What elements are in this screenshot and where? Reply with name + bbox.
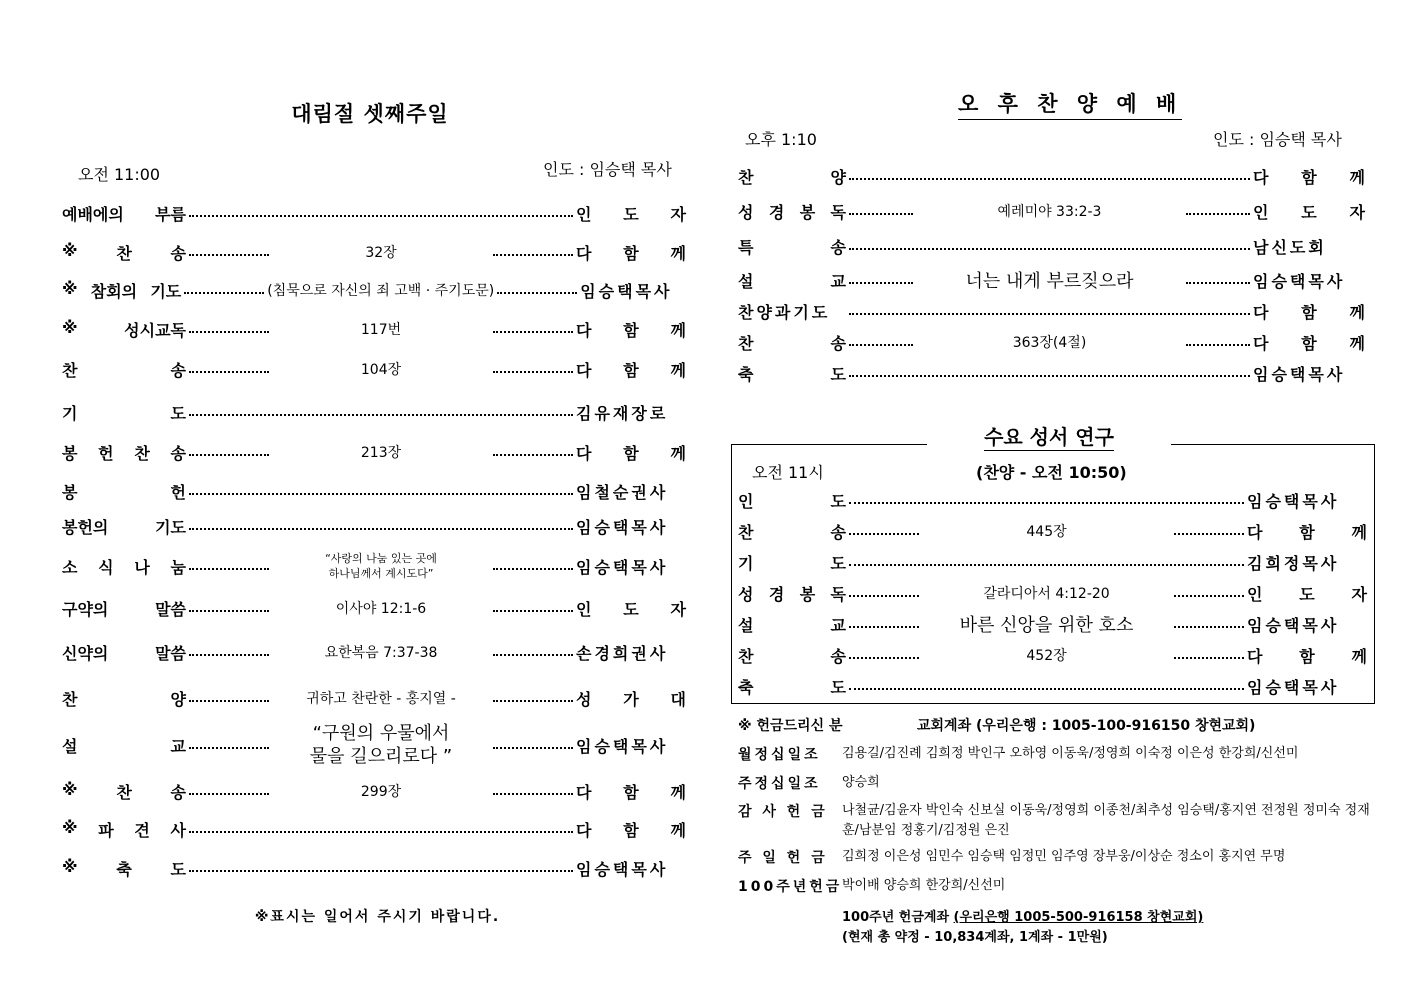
wednesday-row	[738, 516, 1367, 546]
leader-dots	[849, 595, 919, 597]
offering-names: 박이배 양승희 한강희/신선미	[842, 878, 1006, 893]
afternoon-title: 오 후 찬 양 예 배	[958, 88, 1182, 120]
wednesday-person: 임승택목사	[1247, 615, 1340, 635]
afternoon-person: 다 함 께	[1253, 333, 1365, 353]
wednesday-title: 수요 성서 연구	[927, 421, 1171, 450]
worship-label: 구약의 말씀	[62, 599, 186, 619]
leader-dots	[189, 215, 573, 217]
leader-dots	[189, 831, 573, 833]
offering-names: 김희정 이은성 임민수 임승택 임정민 임주영 장부웅/이상순 정소이 홍지연 무명	[842, 849, 1286, 864]
worship-label: 설 교	[62, 736, 186, 756]
afternoon-label: 축 도	[738, 364, 846, 384]
page-title-left: 대림절 셋째주일	[291, 102, 449, 126]
wednesday-row	[738, 485, 1367, 515]
worship-row	[62, 314, 686, 344]
afternoon-label: 특 송	[738, 237, 846, 257]
afternoon-row	[738, 296, 1365, 326]
afternoon-detail: 너는 내게 부르짖으라	[965, 271, 1134, 292]
worship-row	[62, 476, 686, 506]
worship-label: 신약의 말씀	[62, 643, 186, 663]
wednesday-label: 성 경 봉 독	[738, 584, 846, 604]
wednesday-row	[738, 578, 1367, 608]
worship-label: 봉 헌 찬 송	[62, 443, 186, 463]
leader-dots	[189, 331, 269, 333]
wednesday-person: 인 도 자	[1247, 584, 1367, 604]
offering-item	[738, 801, 1378, 841]
offering-label: 감 사 헌 금	[738, 804, 828, 820]
offering-label: 월정십일조	[738, 747, 821, 763]
afternoon-row	[738, 161, 1365, 191]
worship-detail: 117번	[360, 322, 402, 338]
afternoon-person: 남신도회	[1253, 237, 1327, 257]
worship-detail-line: “구원의 우물에서	[312, 723, 450, 744]
leader-dots	[1186, 282, 1250, 284]
worship-detail: 104장	[360, 362, 402, 378]
worship-person: 임승택목사	[580, 281, 673, 301]
worship-row	[62, 354, 686, 384]
wednesday-label: 설 교	[738, 615, 846, 635]
wednesday-detail: 445장	[1026, 524, 1067, 540]
worship-label: 찬 송	[62, 360, 186, 380]
offering-label: 주 일 헌 금	[738, 850, 828, 866]
offering-names: 양승희	[842, 775, 880, 790]
leader-dots	[849, 657, 919, 659]
afternoon-detail: 예레미야 33:2-3	[997, 204, 1102, 220]
wednesday-time: 오전 11시	[752, 463, 824, 482]
worship-label: 찬 양	[62, 689, 186, 709]
worship-person: 다 함 께	[576, 360, 686, 380]
worship-detail: 이사야 12:1-6	[335, 601, 427, 617]
wednesday-detail: 갈라디아서 4:12-20	[983, 586, 1110, 602]
leader-dots	[849, 282, 913, 284]
service-leader: 인도 : 임승택 목사	[543, 160, 672, 179]
offering-label: 주정십일조	[738, 776, 821, 792]
afternoon-time: 오후 1:10	[745, 130, 817, 149]
worship-label: 기 도	[62, 403, 186, 423]
offering-header: ※ 헌금드리신 분	[738, 718, 843, 734]
worship-detail-line: 물을 길으리로다 ”	[309, 746, 453, 767]
worship-person: 다 함 께	[576, 320, 686, 340]
wednesday-row	[738, 547, 1367, 577]
church-account: 교회계좌 (우리은행 : 1005-100-916150 창현교회)	[917, 718, 1256, 734]
afternoon-label: 찬양과기도	[738, 302, 831, 322]
worship-person: 임승택목사	[576, 517, 669, 537]
leader-dots	[493, 747, 573, 749]
leader-dots	[189, 793, 269, 795]
worship-row	[62, 237, 686, 267]
worship-person: 성 가 대	[576, 689, 686, 709]
afternoon-leader: 인도 : 임승택 목사	[1213, 130, 1342, 149]
afternoon-person: 임승택목사	[1253, 364, 1346, 384]
afternoon-row	[738, 358, 1365, 388]
wednesday-person: 다 함 께	[1247, 522, 1367, 542]
leader-dots	[189, 747, 269, 749]
leader-dots	[189, 610, 269, 612]
leader-dots	[493, 700, 573, 702]
leader-dots	[189, 254, 269, 256]
wednesday-person: 김희정목사	[1247, 553, 1340, 573]
worship-person: 손경희권사	[576, 643, 669, 663]
afternoon-row	[738, 265, 1365, 295]
wednesday-detail: 452장	[1026, 648, 1067, 664]
leader-dots	[189, 528, 573, 530]
worship-person: 임승택목사	[576, 859, 669, 879]
footnote: ※표시는 일어서 주시기 바랍니다.	[254, 909, 501, 925]
worship-detail-line: “사랑의 나눔 있는 곳에	[325, 552, 437, 565]
leader-dots	[493, 454, 573, 456]
worship-row	[62, 593, 686, 623]
worship-detail: 213장	[360, 445, 402, 461]
leader-dots	[493, 568, 573, 570]
offering-item	[738, 773, 1378, 793]
leader-dots	[1186, 213, 1250, 215]
worship-label: ※ 성시교독	[62, 317, 186, 340]
worship-row	[62, 637, 686, 667]
worship-person: 인 도 자	[576, 599, 686, 619]
worship-label: ※ 참회의 기도	[62, 278, 182, 301]
wednesday-note: (찬양 - 오전 10:50)	[976, 463, 1127, 482]
afternoon-label: 성 경 봉 독	[738, 202, 846, 222]
service-time: 오전 11:00	[78, 165, 161, 184]
leader-dots	[1174, 595, 1244, 597]
worship-row	[62, 511, 686, 541]
worship-label: ※ 파 견 사	[62, 817, 186, 840]
afternoon-row	[738, 327, 1365, 357]
leader-dots	[189, 568, 269, 570]
worship-row	[62, 723, 686, 767]
centennial-account: 100주년 헌금계좌 (우리은행 1005-500-916158 창현교회)	[842, 910, 1204, 925]
leader-dots	[189, 414, 573, 416]
wednesday-label: 축 도	[738, 677, 846, 697]
offering-item	[738, 744, 1378, 764]
offering-names: 나철균/김윤자 박인숙 신보실 이동욱/정영희 이종천/최추성 임승택/홍지연 전정원 정미숙 정재훈/남분임 정홍기/김정원 은진	[842, 803, 1370, 838]
leader-dots	[849, 533, 919, 535]
afternoon-label: 찬 송	[738, 333, 846, 353]
wednesday-row	[738, 671, 1367, 701]
leader-dots	[849, 375, 1250, 377]
wednesday-person: 다 함 께	[1247, 646, 1367, 666]
afternoon-person: 다 함 께	[1253, 167, 1365, 187]
wednesday-person: 임승택목사	[1247, 677, 1340, 697]
leader-dots	[849, 688, 1244, 690]
leader-dots	[189, 371, 269, 373]
offering-names: 김용길/김진례 김희정 박인구 오하영 이동욱/정영희 이숙정 이은성 한강희/신선미	[842, 746, 1299, 761]
worship-row	[62, 437, 686, 467]
wednesday-person: 임승택목사	[1247, 491, 1340, 511]
leader-dots	[1186, 344, 1250, 346]
leader-dots	[189, 493, 573, 495]
worship-person: 다 함 께	[576, 820, 686, 840]
centennial-total: (현재 총 약정 - 10,834계좌, 1계좌 - 1만원)	[842, 930, 1108, 945]
afternoon-row	[738, 196, 1365, 226]
worship-person: 임승택목사	[576, 736, 669, 756]
worship-label: ※ 축 도	[62, 856, 186, 879]
offering-item	[738, 847, 1378, 867]
leader-dots	[493, 371, 573, 373]
wednesday-row	[738, 640, 1367, 670]
worship-person: 김유재장로	[576, 403, 669, 423]
worship-row	[62, 683, 686, 713]
leader-dots	[493, 793, 573, 795]
worship-person: 다 함 께	[576, 782, 686, 802]
worship-label: ※ 찬 송	[62, 240, 186, 263]
offering-item	[738, 876, 1378, 896]
leader-dots	[849, 344, 913, 346]
wednesday-label: 인 도	[738, 491, 846, 511]
wednesday-label: 기 도	[738, 553, 846, 573]
leader-dots	[849, 502, 1244, 504]
leader-dots	[1174, 626, 1244, 628]
worship-person: 다 함 께	[576, 443, 686, 463]
worship-row	[62, 198, 686, 228]
afternoon-person: 인 도 자	[1253, 202, 1365, 222]
afternoon-row	[738, 231, 1365, 261]
wednesday-label: 찬 송	[738, 522, 846, 542]
worship-detail	[272, 551, 490, 581]
worship-row	[62, 814, 686, 844]
leader-dots	[849, 213, 913, 215]
afternoon-label: 설 교	[738, 271, 846, 291]
wednesday-detail: 바른 신앙을 위한 호소	[959, 615, 1134, 636]
worship-person: 임철순권사	[576, 482, 669, 502]
worship-person: 다 함 께	[576, 243, 686, 263]
leader-dots	[1174, 657, 1244, 659]
worship-detail: 299장	[360, 784, 402, 800]
leader-dots	[184, 292, 264, 294]
worship-row	[62, 275, 686, 305]
leader-dots	[493, 254, 573, 256]
leader-dots	[497, 292, 577, 294]
afternoon-label: 찬 양	[738, 167, 846, 187]
leader-dots	[849, 178, 1250, 180]
worship-detail: 귀하고 찬란한 - 홍지열 -	[306, 691, 456, 707]
afternoon-person: 다 함 께	[1253, 302, 1365, 322]
leader-dots	[189, 454, 269, 456]
worship-row	[62, 397, 686, 427]
leader-dots	[493, 331, 573, 333]
offering-label: 100주년헌금	[738, 879, 843, 895]
worship-detail	[272, 722, 490, 768]
leader-dots	[849, 564, 1244, 566]
worship-row	[62, 551, 686, 581]
leader-dots	[493, 610, 573, 612]
worship-label: 예배에의 부름	[62, 204, 186, 224]
worship-detail-line: 하나님께서 계시도다”	[328, 567, 434, 580]
leader-dots	[189, 654, 269, 656]
wednesday-row	[738, 609, 1367, 639]
leader-dots	[849, 313, 1250, 315]
worship-label: ※ 찬 송	[62, 779, 186, 802]
worship-label: 봉 헌	[62, 482, 186, 502]
leader-dots	[493, 654, 573, 656]
leader-dots	[189, 870, 573, 872]
leader-dots	[189, 700, 269, 702]
leader-dots	[1174, 533, 1244, 535]
worship-row	[62, 853, 686, 883]
worship-detail: 32장	[365, 245, 397, 261]
afternoon-person: 임승택목사	[1253, 271, 1346, 291]
worship-label: 봉헌의 기도	[62, 517, 186, 537]
wednesday-label: 찬 송	[738, 646, 846, 666]
worship-detail: (침묵으로 자신의 죄 고백 · 주기도문)	[267, 283, 495, 299]
worship-row	[62, 776, 686, 806]
worship-person: 임승택목사	[576, 557, 669, 577]
worship-detail: 요한복음 7:37-38	[324, 645, 438, 661]
leader-dots	[849, 248, 1250, 250]
worship-label: 소 식 나 눔	[62, 557, 186, 577]
afternoon-detail: 363장(4절)	[1012, 335, 1087, 351]
worship-person: 인 도 자	[576, 204, 686, 224]
leader-dots	[849, 626, 919, 628]
